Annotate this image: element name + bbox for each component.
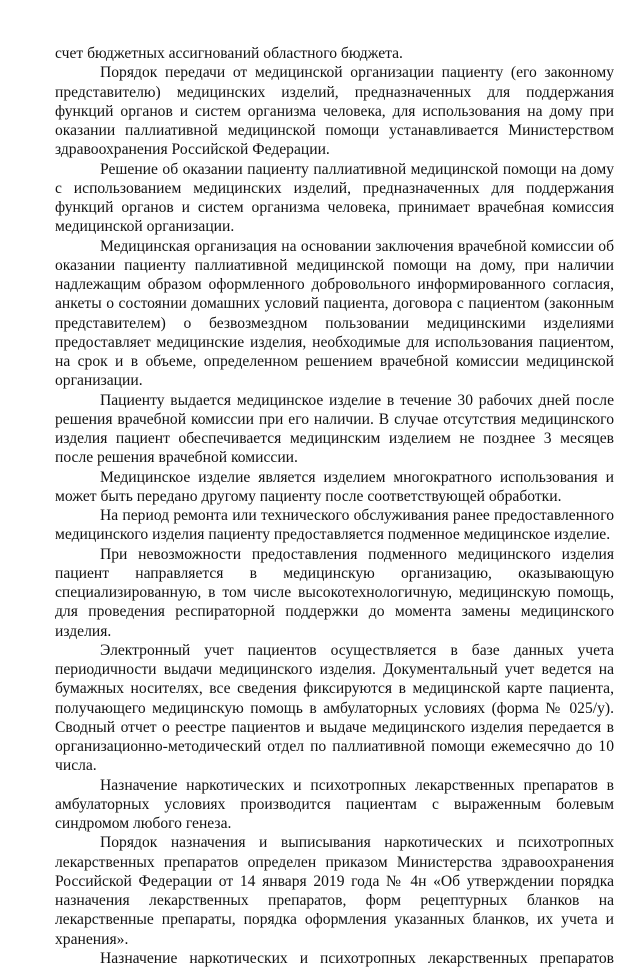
paragraph-patient-records: Электронный учет пациентов осуществляется в базе данных учета периодичности выдачи медицинского изделия. Документальный учет ведется на бумажных носителях, все сведения фиксируются в медицинской карте пациента, получающего медицинскую помощь в амбулаторных условиях (форма № 025/у). Сводный отчет о реестре пациентов и выдаче медицинского изделия передается в организационно-методический отдел по паллиативной помощи ежемесячно до 10 числа.	[55, 641, 614, 775]
document-page	[55, 44, 614, 968]
paragraph-continued: Назначение наркотических и психотропных лекарственных препаратов	[100, 949, 614, 967]
paragraph-referral: При невозможности предоставления подменного медицинского изделия пациент направляется в медицинскую организацию, оказывающую специализированную, в том числе высокотехнологичную, медицинскую помощь, для проведения респираторной поддержки до момента замены медицинского изделия.	[55, 545, 614, 640]
paragraph-reusable-device: Медицинское изделие является изделием многократного использования и может быть передано другому пациенту после соответствующей обработки.	[55, 468, 614, 505]
paragraph-issue-period: Пациенту выдается медицинское изделие в течение 30 рабочих дней после решения врачебной комиссии при его наличии. В случае отсутствия медицинского изделия пациент обеспечивается медицинским изделием не позднее 3 месяцев после решения врачебной комиссии.	[55, 391, 614, 467]
paragraph-commission-decision: Решение об оказании пациенту паллиативной медицинской помощи на дому с использованием медицинских изделий, предназначенных для поддержания функций органов и систем организма человека, принимает врачебная комиссия медицинской организации.	[55, 160, 614, 236]
paragraph-narcotic-prescription: Назначение наркотических и психотропных лекарственных препаратов в амбулаторных условиях производится пациентам с выраженным болевым синдромом любого генеза.	[55, 776, 614, 832]
paragraph-transfer-procedure: Порядок передачи от медицинской организации пациенту (его законному представителю) медицинских изделий, предназначенных для поддержания функций органов и систем организма человека, для использования на дому при оказании паллиативной медицинской помощи устанавливается Министерством здравоохранения Российской Федерации.	[55, 64, 614, 159]
paragraph-replacement-device: На период ремонта или технического обслуживания ранее предоставленного медицинского изделия пациенту предоставляется подменное медицинское изделие.	[55, 507, 614, 544]
paragraph-budget-funding: счет бюджетных ассигнований областного бюджета.	[55, 45, 403, 62]
paragraph-prescription-order: Порядок назначения и выписывания наркотических и психотропных лекарственных препаратов определен приказом Министерства здравоохранения Российской Федерации от 14 января 2019 года № 4н «Об утверждении порядка назначения лекарственных препаратов, форм рецептурных бланков на лекарственные препараты, порядка оформления указанных бланков, их учета и хранения».	[55, 834, 614, 948]
paragraph-device-provision: Медицинская организация на основании заключения врачебной комиссии об оказании пациенту паллиативной медицинской помощи на дому, при наличии надлежащим образом оформленного добровольного информированного согласия, анкеты о состоянии домашних условий пациента, договора с пациентом (законным представителем) о безвозмездном пользовании медицинскими изделиями предоставляет медицинские изделия, необходимые для использования пациентом, на срок и в объеме, определенном решением врачебной комиссии медицинской организации.	[55, 237, 614, 390]
